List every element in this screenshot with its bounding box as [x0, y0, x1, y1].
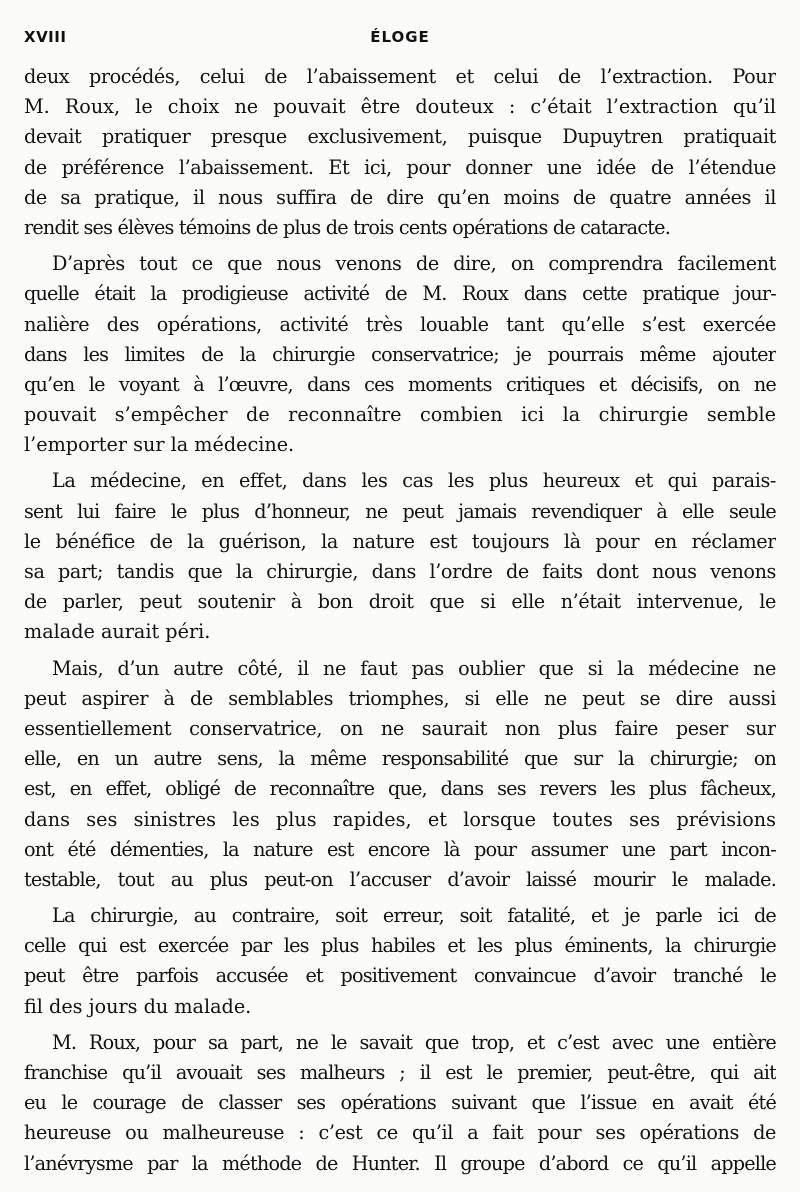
text-line: fil des jours du malade.	[24, 994, 252, 1018]
paragraph-2	[24, 249, 776, 460]
text-line: de préférence l’abaissement. Et ici, pour donner une idée de l’étendue	[24, 155, 776, 179]
paragraph-6	[24, 1028, 776, 1179]
text-line: sent lui faire le plus d’honneur, ne peut jamais revendiquer à elle seule	[24, 499, 776, 523]
text-line: Mais, d’un autre côté, il ne faut pas oublier que si la médecine ne	[52, 656, 776, 680]
text-line: ont été démenties, la nature est encore là pour assumer une part incon-	[24, 837, 776, 861]
book-page	[24, 22, 776, 1182]
text-line: La médecine, en effet, dans les cas les plus heureux et qui parais-	[52, 469, 776, 493]
paragraph-5	[24, 901, 776, 1022]
text-line: dans les limites de la chirurgie conservatrice; je pourrais même ajouter	[24, 342, 776, 366]
text-line: elle, en un autre sens, la même responsabilité que sur la chirurgie; on	[24, 747, 776, 771]
text-line: celle qui est exercée par les plus habiles et les plus éminents, la chirurgie	[24, 934, 776, 958]
text-line: le bénéfice de la guérison, la nature est toujours là pour en réclamer	[24, 529, 776, 553]
paragraph-3	[24, 466, 776, 647]
text-line: de sa pratique, il nous suffira de dire qu’en moins de quatre années il	[24, 185, 776, 209]
text-line: deux procédés, celui de l’abaissement et celui de l’extraction. Pour	[24, 65, 776, 88]
text-line: testable, tout au plus peut-on l’accuser d’avoir laissé mourir le malade.	[24, 867, 776, 891]
running-title: ÉLOGE	[370, 28, 430, 46]
text-line: quelle était la prodigieuse activité de M. Roux dans cette pratique jour-	[24, 282, 776, 306]
text-line: rendit ses élèves témoins de plus de trois cents opérations de cataracte.	[24, 215, 671, 239]
paragraph-1	[24, 62, 776, 243]
text-line: pouvait s’empêcher de reconnaître combien ici la chirurgie semble	[24, 403, 776, 427]
body-text	[24, 62, 776, 1179]
text-line: l’anévrysme par la méthode de Hunter. Il groupe d’abord ce qu’il appelle	[24, 1151, 776, 1175]
text-line: franchise qu’il avouait ses malheurs ; il est le premier, peut-être, qui ait	[24, 1061, 776, 1084]
text-line: est, en effet, obligé de reconnaître que, dans ses revers les plus fâcheux,	[24, 777, 776, 801]
text-line: La chirurgie, au contraire, soit erreur, soit fatalité, et je parle ici de	[52, 904, 776, 928]
text-line: dans ses sinistres les plus rapides, et lorsque toutes ses prévisions	[24, 807, 776, 831]
text-line: sa part; tandis que la chirurgie, dans l’ordre de faits dont nous venons	[24, 560, 776, 583]
page-number: XVIII	[24, 28, 67, 46]
text-line: malade aurait péri.	[24, 620, 211, 644]
text-line: M. Roux, pour sa part, ne le savait que trop, et c’est avec une entière	[52, 1030, 776, 1054]
text-line: de parler, peut soutenir à bon droit que si elle n’était intervenue, le	[24, 590, 776, 614]
text-line: peut être parfois accusée et positivement convaincue d’avoir tranché le	[24, 964, 776, 988]
text-line: peut aspirer à de semblables triomphes, si elle ne peut se dire aussi	[24, 686, 776, 710]
paragraph-4	[24, 654, 776, 896]
text-line: D’après tout ce que nous venons de dire, on comprendra facilement	[52, 252, 776, 276]
text-line: essentiellement conservatrice, on ne saurait non plus faire peser sur	[24, 716, 776, 740]
text-line: devait pratiquer presque exclusivement, puisque Dupuytren pratiquait	[24, 125, 776, 149]
page-header	[24, 22, 776, 52]
text-line: M. Roux, le choix ne pouvait être douteux : c’était l’extraction qu’il	[24, 95, 776, 119]
text-line: heureuse ou malheureuse : c’est ce qu’il a fait pour ses opérations de	[24, 1121, 776, 1145]
text-line: qu’en le voyant à l’œuvre, dans ces moments critiques et décisifs, on ne	[24, 372, 776, 396]
text-line: eu le courage de classer ses opérations suivant que l’issue en avait été	[24, 1091, 776, 1115]
text-line: nalière des opérations, activité très louable tant qu’elle s’est exercée	[24, 312, 776, 336]
text-line: l’emporter sur la médecine.	[24, 433, 295, 457]
